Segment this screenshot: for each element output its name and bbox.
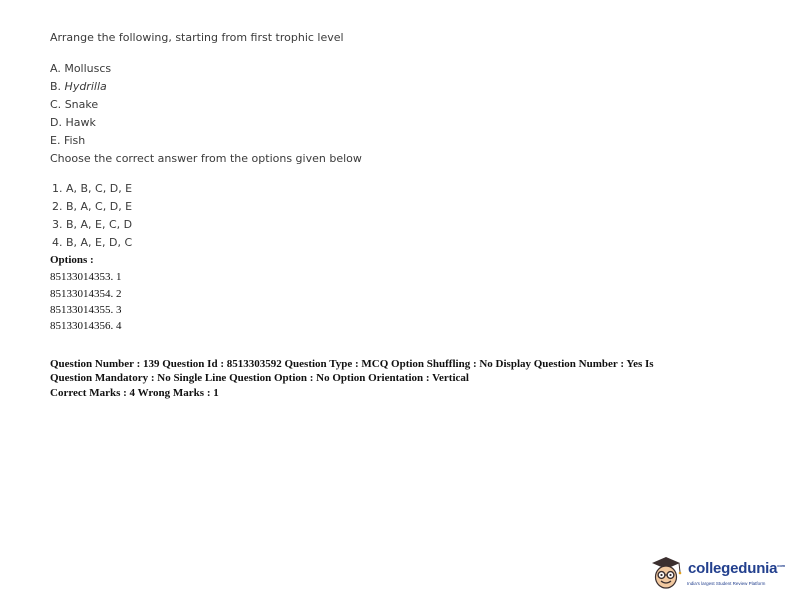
- mascot-icon: [648, 554, 684, 594]
- item-a: [50, 62, 111, 75]
- options-heading: Options :: [50, 254, 94, 266]
- choice-4: 4. B, A, E, D, C: [52, 236, 133, 249]
- logo-tagline: India's largest Student Review Platform: [687, 581, 766, 586]
- logo-name: collegedunia: [688, 560, 778, 577]
- meta-line-1: Question Number : 139 Question Id : 8513303592 Question Type : MCQ Option Shuffling : No Display Question Number : Yes Is: [50, 358, 654, 370]
- collegedunia-logo: [648, 554, 788, 594]
- item-letter: A.: [50, 62, 65, 75]
- item-text: Molluscs: [64, 62, 112, 75]
- option-3: 85133014355. 3: [50, 304, 122, 316]
- item-c: [50, 98, 98, 111]
- option-1: 85133014353. 1: [50, 271, 122, 283]
- item-b: [50, 80, 107, 93]
- choice-1: 1. A, B, C, D, E: [52, 182, 133, 195]
- meta-line-3: Correct Marks : 4 Wrong Marks : 1: [50, 387, 219, 399]
- item-letter: D.: [50, 116, 66, 129]
- option-4: 85133014356. 4: [50, 320, 122, 332]
- logo-superscript: com: [777, 563, 785, 568]
- item-d: [50, 116, 96, 129]
- item-letter: C.: [50, 98, 65, 111]
- item-text: Snake: [64, 98, 99, 111]
- meta-line-2: Question Mandatory : No Single Line Question Option : No Option Orientation : Vertical: [50, 372, 469, 384]
- option-2: 85133014354. 2: [50, 288, 122, 300]
- choice-2: 2. B, A, C, D, E: [52, 200, 133, 213]
- item-text: Hydrilla: [64, 80, 107, 93]
- item-text: Fish: [63, 134, 86, 147]
- item-letter: B.: [50, 80, 65, 93]
- logo-wordmark: [688, 560, 785, 577]
- item-letter: E.: [50, 134, 64, 147]
- item-text: Hawk: [65, 116, 96, 129]
- instruction: Choose the correct answer from the options given below: [50, 152, 362, 165]
- choice-3: 3. B, A, E, C, D: [52, 218, 133, 231]
- question-prompt: Arrange the following, starting from first trophic level: [50, 31, 344, 44]
- item-e: [50, 134, 85, 147]
